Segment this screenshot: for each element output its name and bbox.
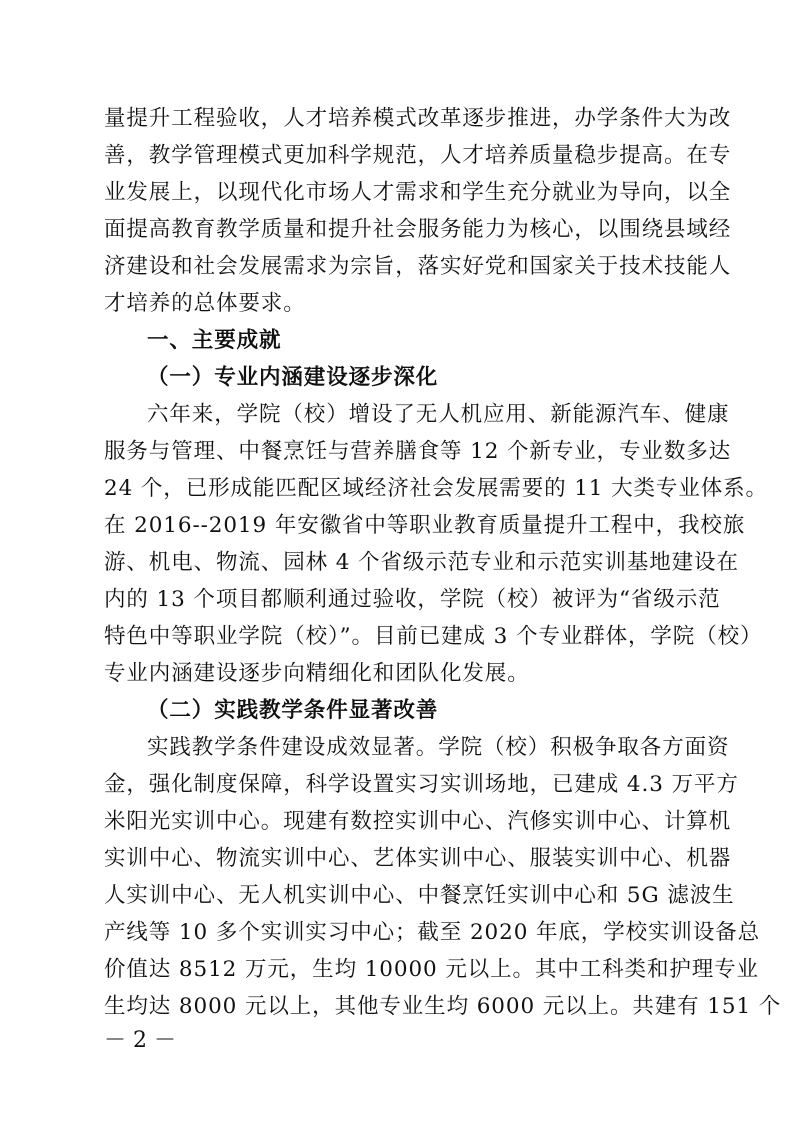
paragraph-line: 产线等 10 多个实训实习中心；截至 2020 年底，学校实训设备总 bbox=[104, 920, 761, 945]
subsection-heading: （二）实践教学条件显著改善 bbox=[147, 698, 439, 723]
paragraph-line: 价值达 8512 万元，生均 10000 元以上。其中工科类和护理专业 bbox=[104, 957, 759, 982]
paragraph-line: 特色中等职业学院（校）”。目前已建成 3 个专业群体，学院（校） bbox=[104, 624, 763, 649]
paragraph-line: 实践教学条件建设成效显著。学院（校）积极争取各方面资 bbox=[147, 735, 730, 760]
paragraph-line: 服务与管理、中餐烹饪与营养膳食等 12 个新专业，专业数多达 bbox=[104, 439, 732, 464]
paragraph-line: 实训中心、物流实训中心、艺体实训中心、服装实训中心、机器 bbox=[104, 846, 732, 871]
paragraph-line: 才培养的总体要求。 bbox=[104, 291, 306, 316]
paragraph-line: 24 个，已形成能匹配区域经济社会发展需要的 11 大类专业体系。 bbox=[104, 476, 768, 501]
page-number: － 2 － bbox=[104, 1028, 176, 1053]
paragraph-line: 六年来，学院（校）增设了无人机应用、新能源汽车、健康 bbox=[147, 402, 730, 427]
document-body bbox=[104, 100, 782, 1025]
paragraph-line: 生均达 8000 元以上，其他专业生均 6000 元以上。共建有 151 个 bbox=[104, 994, 782, 1019]
paragraph-line: 人实训中心、无人机实训中心、中餐烹饪实训中心和 5G 滤波生 bbox=[104, 883, 735, 908]
paragraph-line: 金，强化制度保障，科学设置实习实训场地，已建成 4.3 万平方 bbox=[104, 772, 739, 797]
section-heading: 一、主要成就 bbox=[147, 328, 282, 353]
paragraph-line: 米阳光实训中心。现建有数控实训中心、汽修实训中心、计算机 bbox=[104, 809, 732, 834]
paragraph-line: 济建设和社会发展需求为宗旨，落实好党和国家关于技术技能人 bbox=[104, 254, 732, 279]
paragraph-line: 量提升工程验收，人才培养模式改革逐步推进，办学条件大为改 bbox=[104, 106, 732, 131]
paragraph-line: 专业内涵建设逐步向精细化和团队化发展。 bbox=[104, 661, 530, 686]
paragraph-line: 面提高教育教学质量和提升社会服务能力为核心，以围绕县域经 bbox=[104, 217, 732, 242]
paragraph-line: 内的 13 个项目都顺利通过验收，学院（校）被评为“省级示范 bbox=[104, 587, 721, 612]
paragraph-line: 善，教学管理模式更加科学规范，人才培养质量稳步提高。在专 bbox=[104, 143, 732, 168]
paragraph-line: 游、机电、物流、园林 4 个省级示范专业和示范实训基地建设在 bbox=[104, 550, 739, 575]
subsection-heading: （一）专业内涵建设逐步深化 bbox=[147, 365, 439, 390]
paragraph-line: 在 2016--2019 年安徽省中等职业教育质量提升工程中，我校旅 bbox=[104, 513, 746, 538]
paragraph-line: 业发展上，以现代化市场人才需求和学生充分就业为导向，以全 bbox=[104, 180, 732, 205]
